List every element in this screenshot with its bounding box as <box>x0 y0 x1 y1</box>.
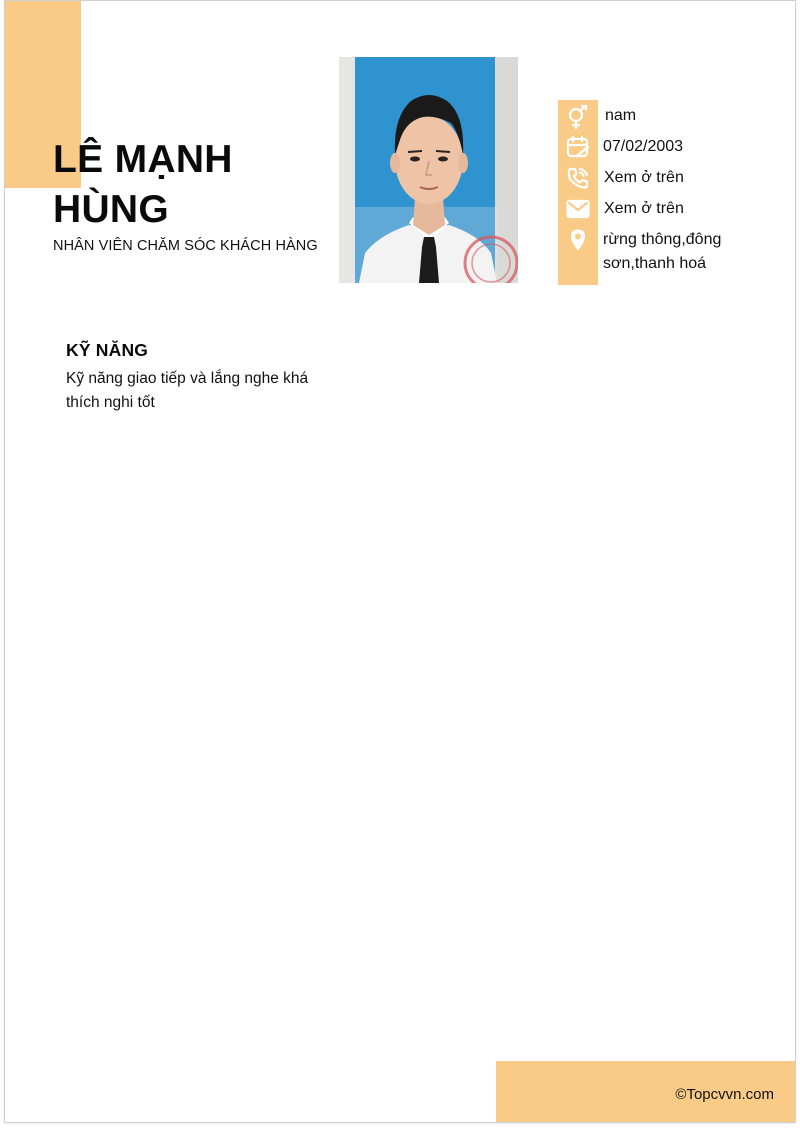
footer-block <box>496 1061 796 1122</box>
cv-page <box>4 0 796 1123</box>
mail-icon <box>564 195 592 223</box>
skills-description: Kỹ năng giao tiếp và lắng nghe khá thích nghi tốt <box>66 370 309 411</box>
email-value: Xem ở trên <box>604 200 684 217</box>
gender-value: nam <box>605 107 637 124</box>
job-title: NHÂN VIÊN CHĂM SÓC KHÁCH HÀNG <box>53 238 318 254</box>
phone-icon <box>564 164 592 192</box>
birthday-value: 07/02/2003 <box>603 138 684 155</box>
candidate-name: LÊ MẠNH HÙNG <box>53 138 233 231</box>
address-value: rừng thông,đông sơn,thanh hoá <box>603 231 722 272</box>
profile-photo <box>339 57 518 283</box>
calendar-icon <box>564 133 592 161</box>
footer-credit: ©Topcvvn.com <box>675 1086 774 1103</box>
portrait-image <box>339 57 518 283</box>
phone-value: Xem ở trên <box>604 169 684 186</box>
skills-title: KỸ NĂNG <box>66 340 149 360</box>
location-pin-icon <box>564 226 592 254</box>
gender-icon <box>564 103 592 131</box>
